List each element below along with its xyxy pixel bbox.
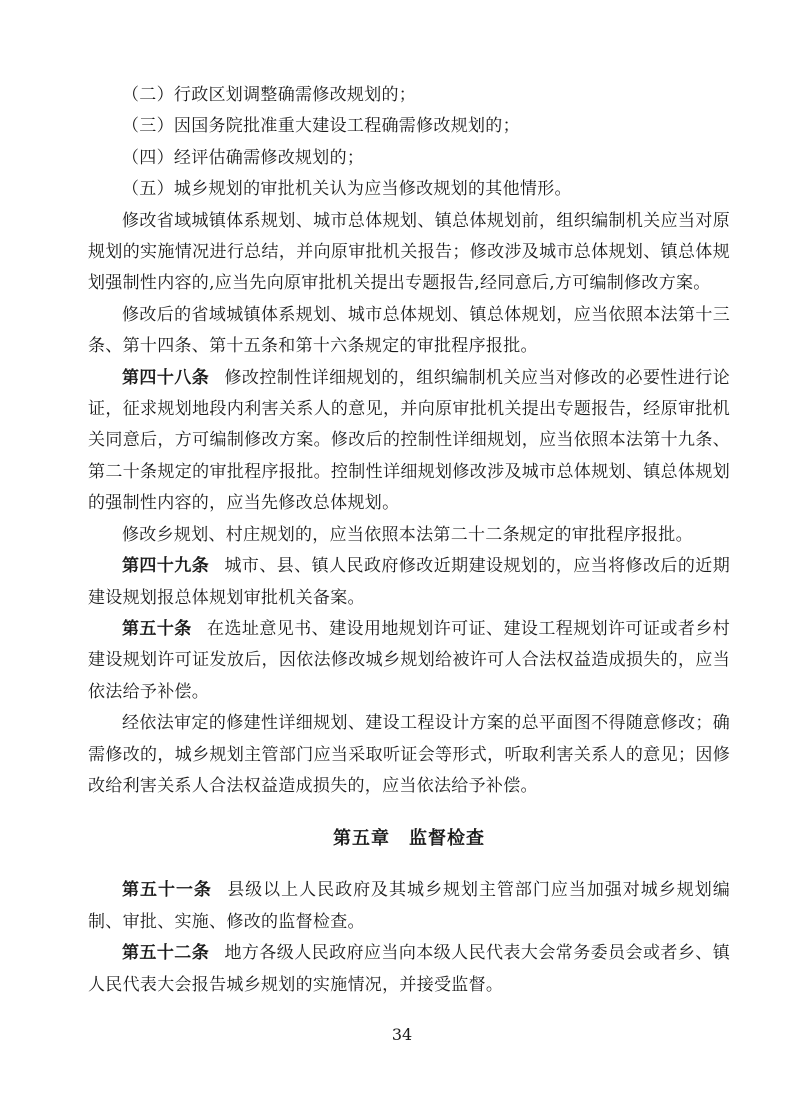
article-49	[88, 551, 730, 614]
article-49-label: 第四十九条	[122, 556, 210, 577]
article-51-label: 第五十一条	[122, 880, 212, 901]
article-50-text: 在选址意见书、建设用地规划许可证、建设工程规划许可证或者乡村建设规划许可证发放后，因依法修改城乡规划给被许可人合法权益造成损失的，应当依法给予补偿。	[88, 618, 730, 702]
paragraph-township-village: 修改乡规划、村庄规划的，应当依照本法第二十二条规定的审批程序报批。	[122, 524, 693, 545]
paragraph-modify-overall-plan: 修改省域城镇体系规划、城市总体规划、镇总体规划前，组织编制机关应当对原规划的实施情况进行总结，并向原审批机关报告；修改涉及城市总体规划、镇总体规划强制性内容的,应当先向原审批机关提出专题报告,经同意后,方可编制修改方案。	[88, 210, 730, 294]
paragraph-site-plan: 经依法审定的修建性详细规划、建设工程设计方案的总平面图不得随意修改；确需修改的，城乡规划主管部门应当采取听证会等形式，听取利害关系人的意见；因修改给利害关系人合法权益造成损失的，应当依法给予补偿。	[88, 713, 730, 796]
article-52-text: 地方各级人民政府应当向本级人民代表大会常务委员会或者乡、镇人民代表大会报告城乡规划的实施情况，并接受监督。	[88, 943, 731, 995]
article-48	[88, 363, 730, 520]
article-50-label: 第五十条	[122, 618, 192, 639]
article-51-text: 县级以上人民政府及其城乡规划主管部门应当加强对城乡规划编制、审批、实施、修改的监督检查。	[88, 880, 730, 932]
article-49-text: 城市、县、镇人民政府修改近期建设规划的，应当将修改后的近期建设规划报总体规划审批机关备案。	[88, 556, 731, 608]
clause-item-3: （三）因国务院批准重大建设工程确需修改规划的；	[122, 116, 520, 137]
document-body	[88, 80, 730, 1001]
chapter-heading: 第五章 监督检查	[333, 828, 485, 850]
page-number: 34	[391, 1025, 413, 1044]
clause-item-5: （五）城乡规划的审批机关认为应当修改规划的其他情形。	[122, 179, 572, 200]
article-52	[88, 938, 730, 1001]
clause-item-2: （二）行政区划调整确需修改规划的；	[122, 85, 417, 105]
article-50	[88, 614, 730, 708]
article-52-label: 第五十二条	[122, 943, 210, 964]
article-48-text: 修改控制性详细规划的，组织编制机关应当对修改的必要性进行论证，征求规划地段内利害关系人的意见，并向原审批机关提出专题报告，经原审批机关同意后，方可编制修改方案。修改后的控制性详细规划，应当依照本法第十九条、第二十条规定的审批程序报批。控制性详细规划修改涉及城市总体规划、镇总体规划的强制性内容的，应当先修改总体规划。	[88, 367, 731, 514]
clause-item-4: （四）经评估确需修改规划的；	[122, 147, 365, 168]
article-51	[88, 875, 730, 938]
paragraph-approval-procedure: 修改后的省域城镇体系规划、城市总体规划、镇总体规划，应当依照本法第十三条、第十四条、第十五条和第十六条规定的审批程序报批。	[88, 304, 730, 357]
article-48-label: 第四十八条	[122, 367, 210, 388]
